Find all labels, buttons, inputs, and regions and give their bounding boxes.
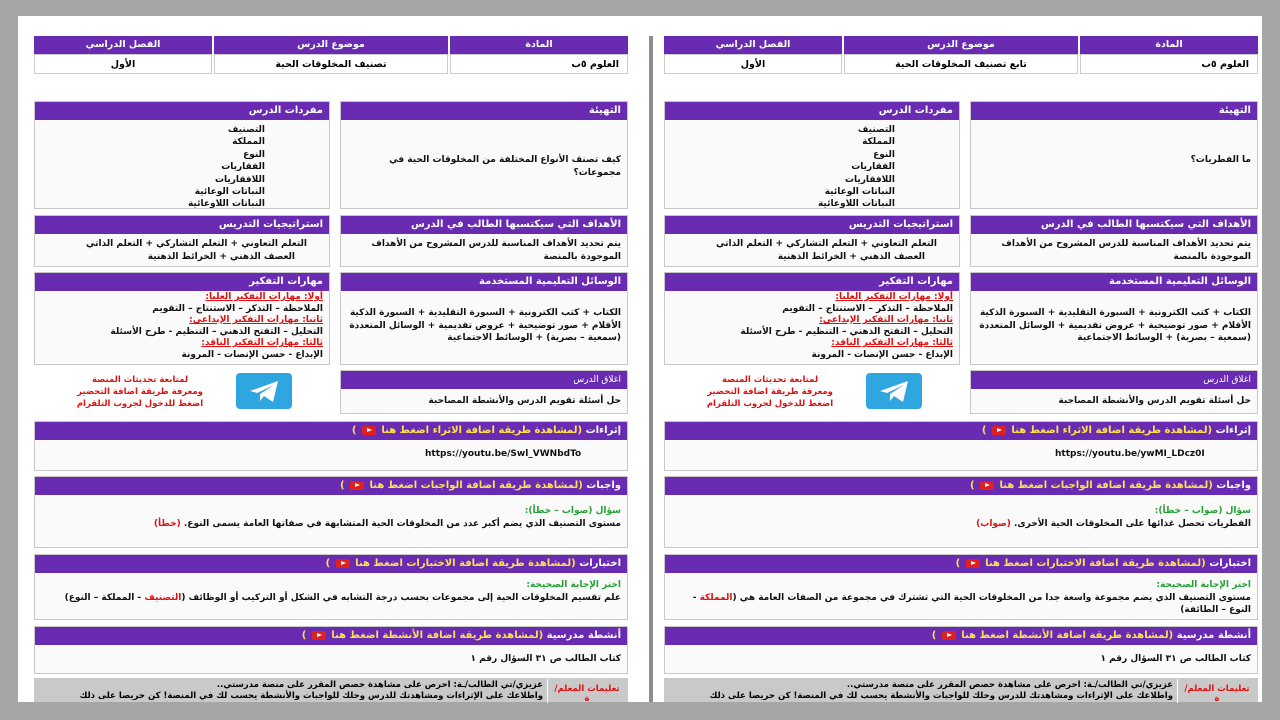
term-label: الفصل الدراسي (34, 36, 212, 54)
aids-line1: الكتاب + كتب الكترونية + السبورة التقليدية + السبورة الذكية (349, 308, 621, 318)
tests-box (34, 554, 628, 620)
vocab-title: مفردات الدرس (35, 102, 329, 120)
enrichment-link-text: (لمشاهدة طريقة اضافة الاثراء اضغط هنا (1011, 425, 1213, 436)
homework-answer: (صواب) (976, 518, 1011, 529)
activities-box (34, 626, 628, 674)
telegram-link[interactable] (60, 374, 220, 410)
youtube-icon (992, 426, 1006, 435)
tests-qlabel: اختر الإجابة الصحيحة: (526, 580, 621, 590)
vocab-item: المملكة (862, 137, 895, 148)
vocab-item: الفقاريات (851, 162, 895, 173)
activities-link-text: (لمشاهدة طريقة اضافة الأنشطة اضغط هنا (331, 630, 544, 641)
vocab-item: الفقاريات (221, 162, 265, 173)
activities-text: كتاب الطالب ص ٣١ السؤال رقم ١ (1100, 654, 1251, 664)
enrichment-header (665, 422, 1257, 440)
tests-header (665, 555, 1257, 573)
aids-line1: الكتاب + كتب الكترونية + السبورة التقليدية + السبورة الذكية (979, 308, 1251, 318)
thinking-t3: الإبداع - حسن الإنصات - المرونة (811, 349, 953, 360)
tests-title: اختبارات (1209, 558, 1251, 569)
enrichment-title: إثراءات (585, 425, 621, 436)
teacher-instructions (664, 678, 1258, 702)
vocab-item: التصنيف (857, 125, 895, 135)
homework-link-text: (لمشاهدة طريقة اضافة الواجبات اضغط هنا (369, 480, 583, 491)
warmup-text: ما الفطريات؟ (1190, 155, 1251, 165)
telegram-line1: لمتابعة تحديثات المنصة (91, 375, 189, 385)
telegram-icon[interactable] (866, 373, 922, 409)
closing-title: اغلاق الدرس (341, 371, 627, 389)
youtube-icon (980, 481, 994, 490)
vocab-item: اللافقاريات (214, 174, 265, 185)
telegram-line3: اضغط للدخول لجروب التلقرام (706, 399, 834, 409)
activities-video-link[interactable]: (لمشاهدة طريقة اضافة الأنشطة اضغط هنا ) (301, 630, 544, 641)
closing-box (970, 370, 1258, 414)
thinking-h1: أولا: مهارات التفكير العليا: (205, 292, 323, 302)
homework-box (34, 476, 628, 548)
strategies-line2: العصف الذهني + الخرائط الذهنية (777, 251, 925, 262)
thinking-title: مهارات التفكير (35, 273, 329, 291)
strategies-title: استراتيجيات التدريس (35, 216, 329, 234)
instructions-label: تعليمات المعلم/ة (1184, 684, 1250, 704)
tests-box (664, 554, 1258, 620)
tests-options: - المملكة – النوع) (64, 592, 145, 603)
goals-title: الأهداف التي سيكتسبها الطالب في الدرس (971, 216, 1257, 234)
thinking-box (664, 272, 960, 365)
goals-box (340, 215, 628, 267)
activities-box (664, 626, 1258, 674)
term-label: الفصل الدراسي (664, 36, 842, 54)
strategies-box (34, 215, 330, 267)
thinking-h3: ثالثا: مهارات التفكير الناقد: (831, 338, 953, 348)
tests-question: مستوى التصنيف الذي يضم مجموعة واسعة جدا من المخلوقات الحية التي تشترك في مجموعة من الصفات العامة هي ( (732, 592, 1251, 603)
enrichment-url[interactable]: https://youtu.be/ywMI_LDcz0I (1055, 449, 1205, 459)
enrichment-link-text: (لمشاهدة طريقة اضافة الاثراء اضغط هنا (381, 425, 583, 436)
instructions-label: تعليمات المعلم/ة (554, 684, 620, 704)
vocab-list (35, 120, 329, 215)
telegram-line2: ومعرفة طريقة اضافة التحضير (77, 387, 203, 397)
term-value: الأول (34, 54, 212, 74)
tests-header (35, 555, 627, 573)
activities-title: أنشطة مدرسية (1176, 630, 1251, 641)
instructions-line2: واطلاعك على الإثراءات ومشاهدتك للدرس وحلك للواجبات والأنشطة يحسب لك في المنصة! كن حريصا على ذلك (79, 691, 543, 701)
vocab-item: النوع (243, 149, 265, 160)
aids-line2: الأقلام + صور توضيحية + عروض تقديمية + الوسائل المتعددة (349, 320, 621, 331)
homework-box (664, 476, 1258, 548)
tests-qlabel: اختر الإجابة الصحيحة: (1156, 580, 1251, 590)
vocab-item: النوع (873, 149, 895, 160)
enrichment-url[interactable]: https://youtu.be/Swl_VWNbdTo (425, 449, 582, 459)
youtube-icon (312, 631, 326, 640)
thinking-t1: الملاحظة – التذكر – الاستنتاج – التقويم (152, 303, 323, 314)
homework-answer: (خطأ) (153, 518, 181, 529)
warmup-text: كيف تصنف الأنواع المختلفة من المخلوقات الحية في مجموعات؟ (389, 155, 621, 178)
thinking-h2: ثانيا: مهارات التفكير الإبداعي: (189, 315, 323, 325)
lesson-page-right (664, 36, 1258, 702)
vocab-item: النباتات اللاوعائية (187, 199, 265, 210)
thinking-box (34, 272, 330, 365)
homework-qlabel: سؤال (صواب – خطأ): (524, 506, 621, 516)
goals-text: يتم تحديد الأهداف المناسبة للدرس المشروح من الأهداف الموجودة بالمنصة (371, 239, 621, 262)
enrichment-box (664, 421, 1258, 471)
thinking-h1: أولا: مهارات التفكير العليا: (835, 292, 953, 302)
activities-text: كتاب الطالب ص ٣١ السؤال رقم ١ (470, 654, 621, 664)
strategies-title: استراتيجيات التدريس (665, 216, 959, 234)
enrichment-title: إثراءات (1215, 425, 1251, 436)
tests-options: - النوع – الطائفة) (692, 592, 1251, 615)
subject-value: العلوم ٥ب (450, 54, 628, 74)
strategies-line2: العصف الذهني + الخرائط الذهنية (147, 251, 295, 262)
homework-header (35, 477, 627, 495)
homework-video-link[interactable]: (لمشاهدة طريقة اضافة الواجبات اضغط هنا ) (969, 480, 1213, 491)
youtube-icon (336, 559, 350, 568)
enrichment-video-link[interactable]: (لمشاهدة طريقة اضافة الاثراء اضغط هنا ) (351, 425, 583, 436)
instructions-line2: واطلاعك على الإثراءات ومشاهدتك للدرس وحلك للواجبات والأنشطة يحسب لك في المنصة! كن حريصا على ذلك (709, 691, 1173, 701)
tests-title: اختبارات (579, 558, 621, 569)
goals-box (970, 215, 1258, 267)
goals-title: الأهداف التي سيكتسبها الطالب في الدرس (341, 216, 627, 234)
vocab-box (34, 101, 330, 209)
aids-line2: الأقلام + صور توضيحية + عروض تقديمية + الوسائل المتعددة (979, 320, 1251, 331)
telegram-line2: ومعرفة طريقة اضافة التحضير (707, 387, 833, 397)
homework-link-text: (لمشاهدة طريقة اضافة الواجبات اضغط هنا (999, 480, 1213, 491)
telegram-icon[interactable] (236, 373, 292, 409)
tests-answer: التصنيف (144, 592, 182, 603)
homework-title: واجبات (1216, 480, 1251, 491)
topic-label: موضوع الدرس (844, 36, 1078, 54)
vocab-list (665, 120, 959, 215)
topic-value: تصنيف المخلوقات الحية (214, 54, 448, 74)
warmup-box (970, 101, 1258, 209)
aids-title: الوسائل التعليمية المستخدمة (341, 273, 627, 291)
telegram-line1: لمتابعة تحديثات المنصة (721, 375, 819, 385)
strategies-box (664, 215, 960, 267)
homework-question: مستوى التصنيف الذي يضم أكبر عدد من المخلوقات الحية المتشابهة في صفاتها العامة يسمى النوع. (183, 518, 621, 529)
thinking-h2: ثانيا: مهارات التفكير الإبداعي: (819, 315, 953, 325)
vocab-box (664, 101, 960, 209)
thinking-t2: التحليل – التفتح الذهني – التنظيم - طرح الأسئلة (740, 326, 953, 337)
instructions-line1: عزيزي/تي الطالب/ـة: احرص على مشاهدة حصص المقرر على منصة مدرستي.. (216, 680, 543, 690)
aids-line3: (سمعية – بصرية) + الوسائط الاجتماعية (447, 333, 621, 343)
tests-link-text: (لمشاهدة طريقة اضافة الاختبارات اضغط هنا (985, 558, 1206, 569)
vocab-item: التصنيف (227, 125, 265, 135)
closing-text: حل أسئلة تقويم الدرس والأنشطة المصاحبة (428, 396, 621, 406)
term-value: الأول (664, 54, 842, 74)
warmup-box (340, 101, 628, 209)
enrichment-box (34, 421, 628, 471)
document-frame (18, 16, 1262, 702)
vocab-item: النباتات اللاوعائية (817, 199, 895, 210)
vocab-item: اللافقاريات (844, 174, 895, 185)
activities-header (35, 627, 627, 645)
closing-text: حل أسئلة تقويم الدرس والأنشطة المصاحبة (1058, 396, 1251, 406)
strategies-line1: التعلم التعاوني + التعلم التشاركي + التعلم الذاتي (86, 239, 307, 249)
warmup-title: التهيئة (971, 102, 1257, 120)
homework-question: الفطريات تحصل غذائها على المخلوقات الحية الأخرى. (1014, 518, 1251, 529)
goals-text: يتم تحديد الأهداف المناسبة للدرس المشروح من الأهداف الموجودة بالمنصة (1001, 239, 1251, 262)
thinking-t1: الملاحظة – التذكر – الاستنتاج – التقويم (782, 303, 953, 314)
lesson-page-left (34, 36, 628, 702)
telegram-link[interactable] (690, 374, 850, 410)
youtube-icon (966, 559, 980, 568)
aids-line3: (سمعية – بصرية) + الوسائط الاجتماعية (1077, 333, 1251, 343)
subject-value: العلوم ٥ب (1080, 54, 1258, 74)
youtube-icon (350, 481, 364, 490)
tests-video-link[interactable]: (لمشاهدة طريقة اضافة الاختبارات اضغط هنا ) (325, 558, 576, 569)
vocab-item: النباتات الوعائية (194, 187, 265, 198)
tests-answer: المملكة (699, 592, 733, 603)
topic-label: موضوع الدرس (214, 36, 448, 54)
youtube-icon (942, 631, 956, 640)
telegram-line3: اضغط للدخول لجروب التلقرام (76, 399, 204, 409)
activities-video-link[interactable]: (لمشاهدة طريقة اضافة الأنشطة اضغط هنا ) (931, 630, 1174, 641)
thinking-t3: الإبداع - حسن الإنصات - المرونة (181, 349, 323, 360)
aids-box (970, 272, 1258, 365)
tests-video-link[interactable]: (لمشاهدة طريقة اضافة الاختبارات اضغط هنا ) (955, 558, 1206, 569)
enrichment-video-link[interactable]: (لمشاهدة طريقة اضافة الاثراء اضغط هنا ) (981, 425, 1213, 436)
aids-box (340, 272, 628, 365)
closing-box (340, 370, 628, 414)
youtube-icon (362, 426, 376, 435)
thinking-title: مهارات التفكير (665, 273, 959, 291)
warmup-title: التهيئة (341, 102, 627, 120)
page-divider (649, 36, 653, 702)
homework-video-link[interactable]: (لمشاهدة طريقة اضافة الواجبات اضغط هنا ) (339, 480, 583, 491)
thinking-h3: ثالثا: مهارات التفكير الناقد: (201, 338, 323, 348)
activities-header (665, 627, 1257, 645)
vocab-title: مفردات الدرس (665, 102, 959, 120)
enrichment-header (35, 422, 627, 440)
closing-title: اغلاق الدرس (971, 371, 1257, 389)
homework-qlabel: سؤال (صواب – خطأ): (1154, 506, 1251, 516)
activities-link-text: (لمشاهدة طريقة اضافة الأنشطة اضغط هنا (961, 630, 1174, 641)
teacher-instructions (34, 678, 628, 702)
topic-value: تابع تصنيف المخلوقات الحية (844, 54, 1078, 74)
instructions-line1: عزيزي/تي الطالب/ـة: احرص على مشاهدة حصص المقرر على منصة مدرستي.. (846, 680, 1173, 690)
aids-title: الوسائل التعليمية المستخدمة (971, 273, 1257, 291)
homework-title: واجبات (586, 480, 621, 491)
subject-label: المادة (1080, 36, 1258, 54)
subject-label: المادة (450, 36, 628, 54)
activities-title: أنشطة مدرسية (546, 630, 621, 641)
thinking-t2: التحليل – التفتح الذهني – التنظيم - طرح الأسئلة (110, 326, 323, 337)
tests-link-text: (لمشاهدة طريقة اضافة الاختبارات اضغط هنا (355, 558, 576, 569)
vocab-item: النباتات الوعائية (824, 187, 895, 198)
tests-question: علم تقسيم المخلوقات الحية إلى مجموعات بحسب درجة التشابه في الشكل أو التركيب أو الوظائف ( (181, 592, 621, 603)
vocab-item: المملكة (232, 137, 265, 148)
strategies-line1: التعلم التعاوني + التعلم التشاركي + التعلم الذاتي (716, 239, 937, 249)
homework-header (665, 477, 1257, 495)
